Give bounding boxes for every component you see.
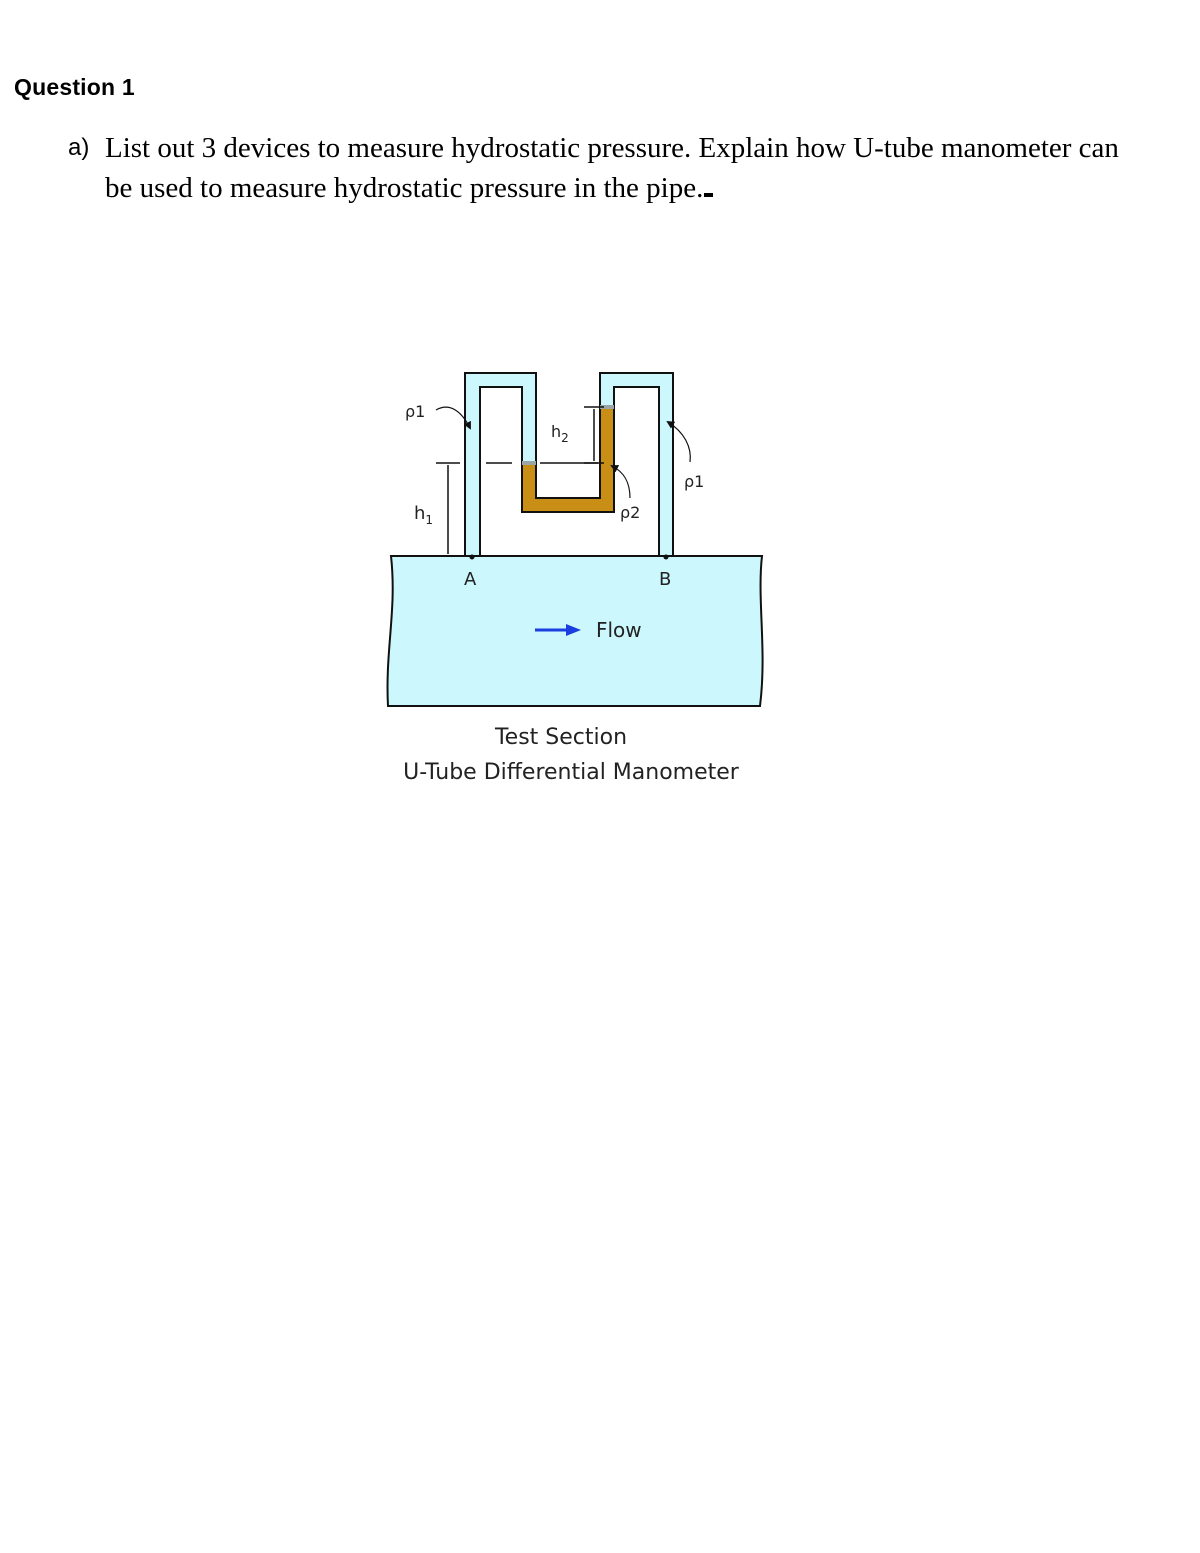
question-marker: a) <box>68 134 90 161</box>
point-a-label: A <box>464 569 477 590</box>
rho2-label: ρ2 <box>620 503 641 522</box>
flow-label: Flow <box>596 618 642 642</box>
question-line-1: List out 3 devices to measure hydrostatic pressure. Explain how U-tube manometer can <box>105 132 1119 164</box>
question-heading: Question 1 <box>14 74 135 100</box>
question-line-2-text: be used to measure hydrostatic pressure in the pipe. <box>105 172 704 204</box>
point-b-label: B <box>659 569 672 590</box>
rho1-left-label: ρ1 <box>405 402 426 421</box>
tap-point-a-dot <box>470 555 475 560</box>
caption-manometer-title: U-Tube Differential Manometer <box>403 760 739 785</box>
rho1-right-label: ρ1 <box>684 472 705 491</box>
h1-label: $h_1$ <box>414 503 434 527</box>
caption-test-section: Test Section <box>494 725 628 750</box>
tap-point-b-dot <box>664 555 669 560</box>
h2-label: $h_2$ <box>551 422 569 445</box>
